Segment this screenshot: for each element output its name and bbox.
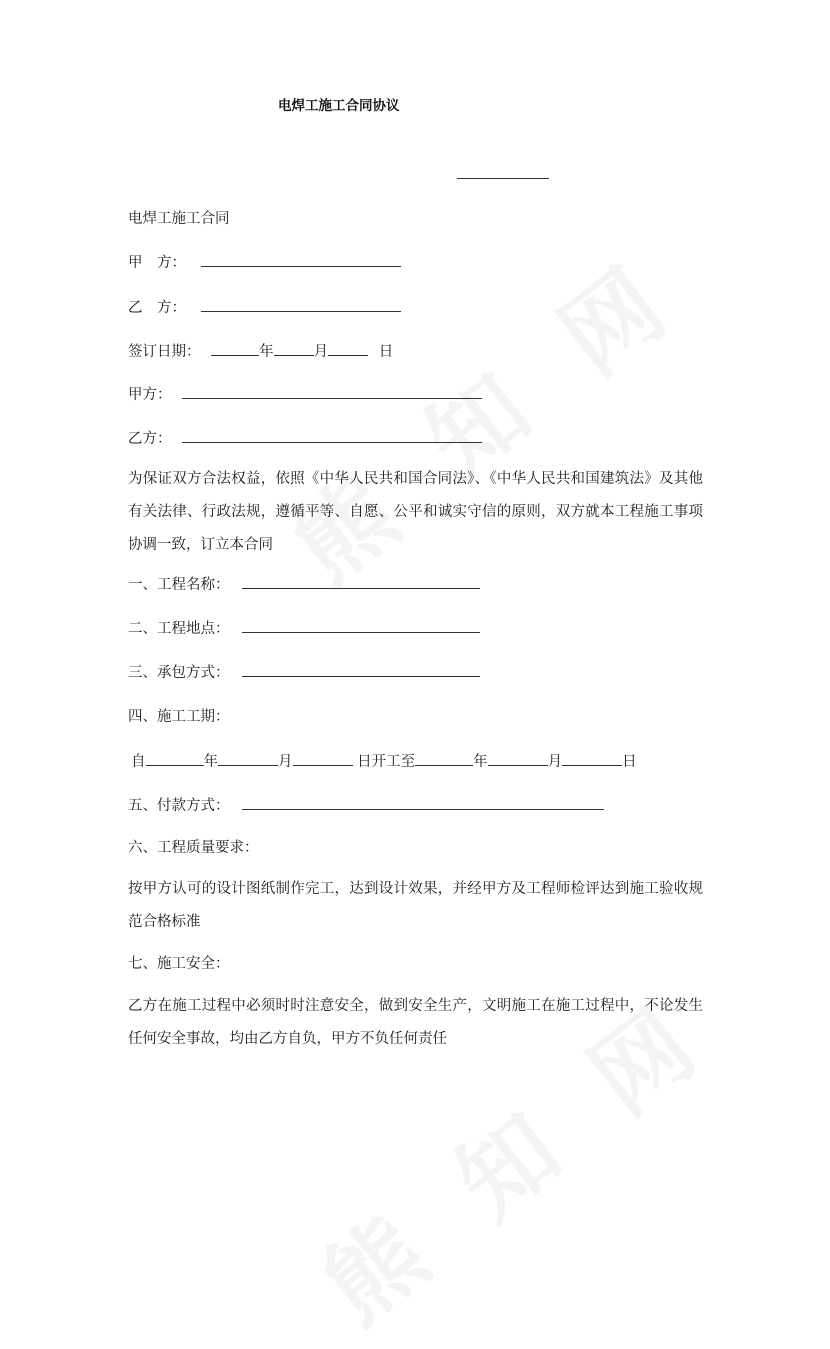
quality-paragraph: 按甲方认可的设计图纸制作完工，达到设计效果，并经甲方及工程师检评达到施工验收规范合格标准 (128, 881, 703, 930)
section-3-label: 三、承包方式： (128, 665, 230, 681)
day-label: 日 (378, 344, 394, 360)
start-month-blank[interactable] (218, 750, 278, 766)
sign-date-row (128, 340, 393, 361)
period-from-label: 自 (131, 754, 146, 770)
section-3-row (128, 661, 480, 682)
payment-method-blank[interactable] (242, 794, 604, 810)
start-year-label: 年 (203, 754, 218, 770)
end-year-blank[interactable] (415, 750, 473, 766)
contract-method-blank[interactable] (242, 661, 480, 677)
project-location-blank[interactable] (242, 617, 480, 633)
party-a-row (128, 251, 401, 272)
month-blank[interactable] (274, 340, 314, 356)
day-blank[interactable] (328, 340, 368, 356)
start-month-label: 月 (278, 754, 293, 770)
party-a-sign-row (128, 383, 482, 404)
party-b-label: 乙 方： (128, 300, 186, 316)
section-7-label: 七、施工安全： (128, 956, 230, 972)
section-1-row (128, 573, 480, 594)
end-year-label: 年 (473, 754, 488, 770)
document-heading: 电焊工施工合同 (128, 211, 230, 227)
project-name-blank[interactable] (242, 573, 480, 589)
section-1-label: 一、工程名称： (128, 577, 230, 593)
party-a-short-label: 甲方： (128, 387, 172, 403)
section-5-label: 五、付款方式： (128, 798, 230, 814)
start-label: 日开工至 (357, 754, 416, 770)
party-a-label: 甲 方： (128, 255, 186, 271)
section-2-label: 二、工程地点： (128, 621, 230, 637)
section-6-label: 六、工程质量要求： (128, 840, 259, 856)
end-day-label: 日 (622, 754, 637, 770)
section-5-row (128, 794, 604, 815)
party-b-short-label: 乙方： (128, 431, 172, 447)
start-day-blank[interactable] (293, 750, 353, 766)
party-b-row (128, 296, 401, 317)
document-title: 电焊工施工合同协议 (278, 98, 400, 114)
sign-date-label: 签订日期： (128, 344, 201, 360)
party-a-blank[interactable] (201, 251, 401, 267)
safety-paragraph: 乙方在施工过程中必须时时注意安全，做到安全生产，文明施工在施工过程中，不论发生任何安全事故，均由乙方自负，甲方不负任何责任 (128, 998, 703, 1047)
end-month-blank[interactable] (488, 750, 548, 766)
party-b-blank[interactable] (201, 296, 401, 312)
preamble-paragraph: 为保证双方合法权益，依照《中华人民共和国合同法》、《中华人民共和国建筑法》及其他有关法律、行政法规，遵循平等、自愿、公平和诚实守信的原则，双方就本工程施工事项协调一致，订立本合同 (128, 471, 703, 553)
month-label: 月 (313, 344, 329, 360)
section-2-row (128, 617, 480, 638)
blank-line (457, 178, 549, 179)
end-day-blank[interactable] (562, 750, 622, 766)
start-year-blank[interactable] (146, 750, 204, 766)
party-b-sign-blank[interactable] (182, 427, 482, 443)
section-4-label: 四、施工工期： (128, 709, 230, 725)
party-a-sign-blank[interactable] (182, 383, 482, 399)
period-row (131, 750, 637, 771)
party-b-sign-row (128, 427, 482, 448)
year-blank[interactable] (211, 340, 259, 356)
end-month-label: 月 (547, 754, 563, 770)
year-label: 年 (259, 344, 274, 360)
